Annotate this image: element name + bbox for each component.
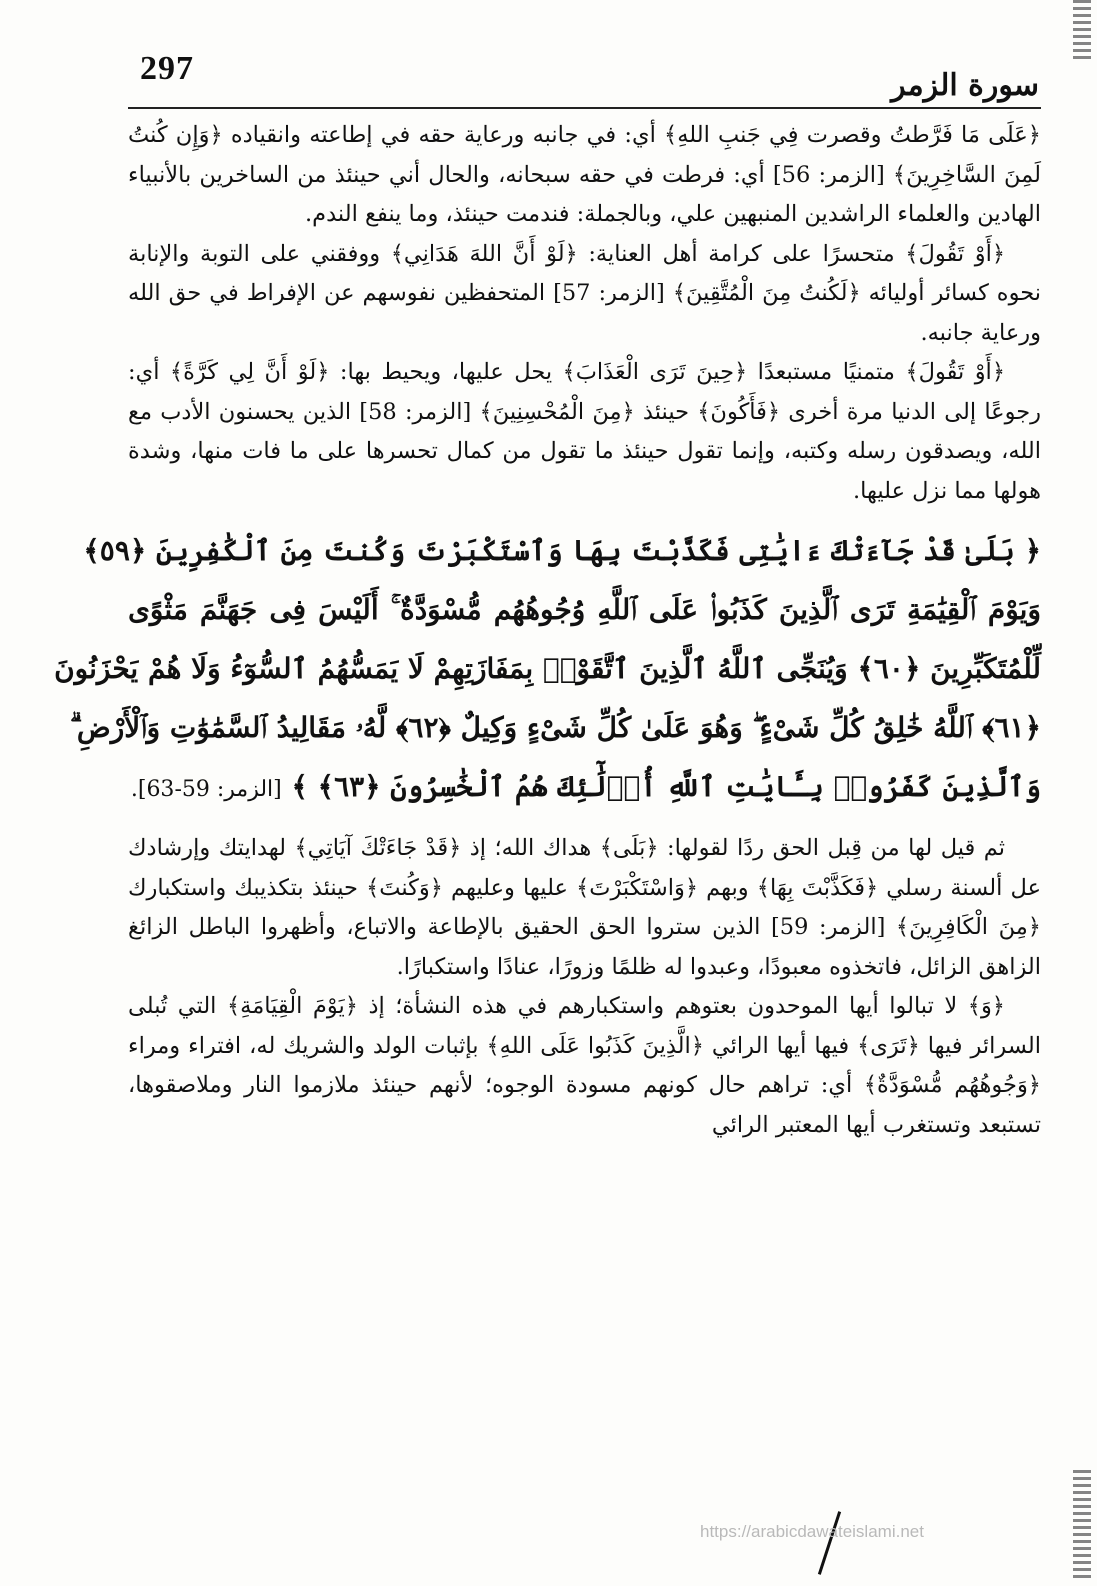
verse-line: لِّلْمُتَكَبِّرِينَ ﴿٦٠﴾ وَيُنَجِّى ٱللَّهُ ٱلَّذِينَ ٱتَّقَوْا۟ بِمَفَازَتِهِمْ لَا يَمَسُّهُمُ ٱلسُّوٓءُ وَلَا هُمْ يَحْزَنُونَ bbox=[54, 652, 1041, 685]
pen-mark bbox=[818, 1511, 841, 1575]
surah-title: سورة الزمر bbox=[891, 68, 1039, 103]
verse-line-last bbox=[128, 757, 1041, 819]
verse-text: وَٱلَّذِينَ كَفَرُوا۟ بِـَٔايَٰتِ ٱللَّهِ أُو۟لَٰٓئِكَ هُمُ ٱلْخَٰسِرُونَ ﴿٦٣﴾ ﴾ bbox=[291, 770, 1041, 803]
paragraph-1: ﴿عَلَى مَا فَرَّطتُ وقصرت فِي جَنبِ اللهِ﴾ أي: في جانبه ورعاية حقه في إطاعته وانقياده ﴿وَإِن كُنتُ لَمِنَ السَّاخِرِينَ﴾ [الزمر: 56] أي: فرطت في حقه سبحانه، والحال أني حينئذ من الساخرين بالأنبياء الهادين والعلماء الراشدين المنبهين علي، وبالجملة: فندمت حينئذ، وما ينفع الندم. bbox=[128, 122, 1041, 227]
watermark-url: https://arabicdawateislami.net bbox=[700, 1522, 924, 1541]
verse-line: ﴿ بَلَىٰ قَدْ جَآءَتْكَ ءَايَٰتِى فَكَذَّبْتَ بِهَا وَٱسْتَكْبَرْتَ وَكُنتَ مِنَ ٱلْكَٰفِرِينَ ﴿٥٩﴾ bbox=[83, 534, 1041, 567]
scan-edge-mark bbox=[1073, 0, 1091, 60]
page-number: 297 bbox=[140, 50, 194, 87]
paragraph-3: ﴿أَوْ تَقُولَ﴾ متمنيًا مستبعدًا ﴿حِينَ تَرَى الْعَذَابَ﴾ يحل عليها، ويحيط بها: ﴿لَوْ أَنَّ لِي كَرَّةً﴾ أي: رجوعًا إلى الدنيا مرة أخرى ﴿فَأَكُونَ﴾ حينئذ ﴿مِنَ الْمُحْسِنِينَ﴾ [الزمر: 58] الذين يحسنون الأدب مع الله، ويصدقون رسله وكتبه، وإنما تقول حينئذ ما تقول من كمال تحسرها على ما فات منها، وشدة هولها مما نزل عليها. bbox=[128, 359, 1041, 504]
verse-line: وَيَوْمَ ٱلْقِيَٰمَةِ تَرَى ٱلَّذِينَ كَذَبُوا۟ عَلَى ٱللَّهِ وُجُوهُهُم مُّسْوَدَّةٌ ۚ أَلَيْسَ فِى جَهَنَّمَ مَثْوًى bbox=[128, 593, 1041, 626]
paragraph-2: ﴿أَوْ تَقُولَ﴾ متحسرًا على كرامة أهل العناية: ﴿لَوْ أَنَّ اللهَ هَدَانِي﴾ ووفقني على التوبة والإنابة نحوه كسائر أوليائه ﴿لَكُنتُ مِنَ الْمُتَّقِينَ﴾ [الزمر: 57] المتحفظين نفوسهم عن الإفراط في حق الله ورعاية جانبه. bbox=[128, 240, 1041, 346]
verse-line: ﴿٦١﴾ ٱللَّهُ خَٰلِقُ كُلِّ شَىْءٍ ۖ وَهُوَ عَلَىٰ كُلِّ شَىْءٍ وَكِيلٌ ﴿٦٢﴾ لَّهُۥ مَقَالِيدُ ٱلسَّمَٰوَٰتِ وَٱلْأَرْضِ ۗ bbox=[69, 711, 1041, 744]
verse-citation: [الزمر: 59-63]. bbox=[130, 777, 282, 802]
header-divider bbox=[128, 107, 1041, 109]
paragraph-4: ثم قيل لها من قِبل الحق ردًا لقولها: ﴿بَلَى﴾ هداك الله؛ إذ ﴿قَدْ جَاءَتْكَ آيَاتِي﴾ لهدايتك وإرشادك عل ألسنة رسلي ﴿فَكَذَّبْتَ بِهَا﴾ وبهم ﴿وَاسْتَكْبَرْتَ﴾ عليها وعليهم ﴿وَكُنتَ﴾ حينئذ بتكذيبك واستكبارك ﴿مِنَ الْكَافِرِينَ﴾ [الزمر: 59] الذين ستروا الحق الحقيق بالإطاعة والاتباع، وأظهروا الباطل الزائغ الزاهق الزائل، فاتخذوه معبودًا، وعبدوا له ظلمًا وزورًا، عنادًا واستكبارًا. bbox=[128, 835, 1041, 980]
paragraph-5: ﴿وَ﴾ لا تبالوا أيها الموحدون بعتوهم واستكبارهم في هذه النشأة؛ إذ ﴿يَوْمَ الْقِيَامَةِ﴾ التي تُبلى السرائر فيها ﴿تَرَى﴾ فيها أيها الرائي ﴿الَّذِينَ كَذَبُوا عَلَى اللهِ﴾ بإثبات الولد والشريك له، افتراء ومراء ﴿وَجُوهُهُم مُّسْوَدَّةٌ﴾ أي: تراهم حال كونهم مسودة الوجوه؛ لأنهم حينئذ ملازموا النار وملاصقوها، تستبعد وتستغرب أيها المعتبر الرائي bbox=[128, 993, 1041, 1138]
quran-verse-block bbox=[54, 521, 1041, 819]
page-content bbox=[54, 116, 1041, 1145]
scan-edge-mark-bottom bbox=[1073, 1470, 1091, 1580]
